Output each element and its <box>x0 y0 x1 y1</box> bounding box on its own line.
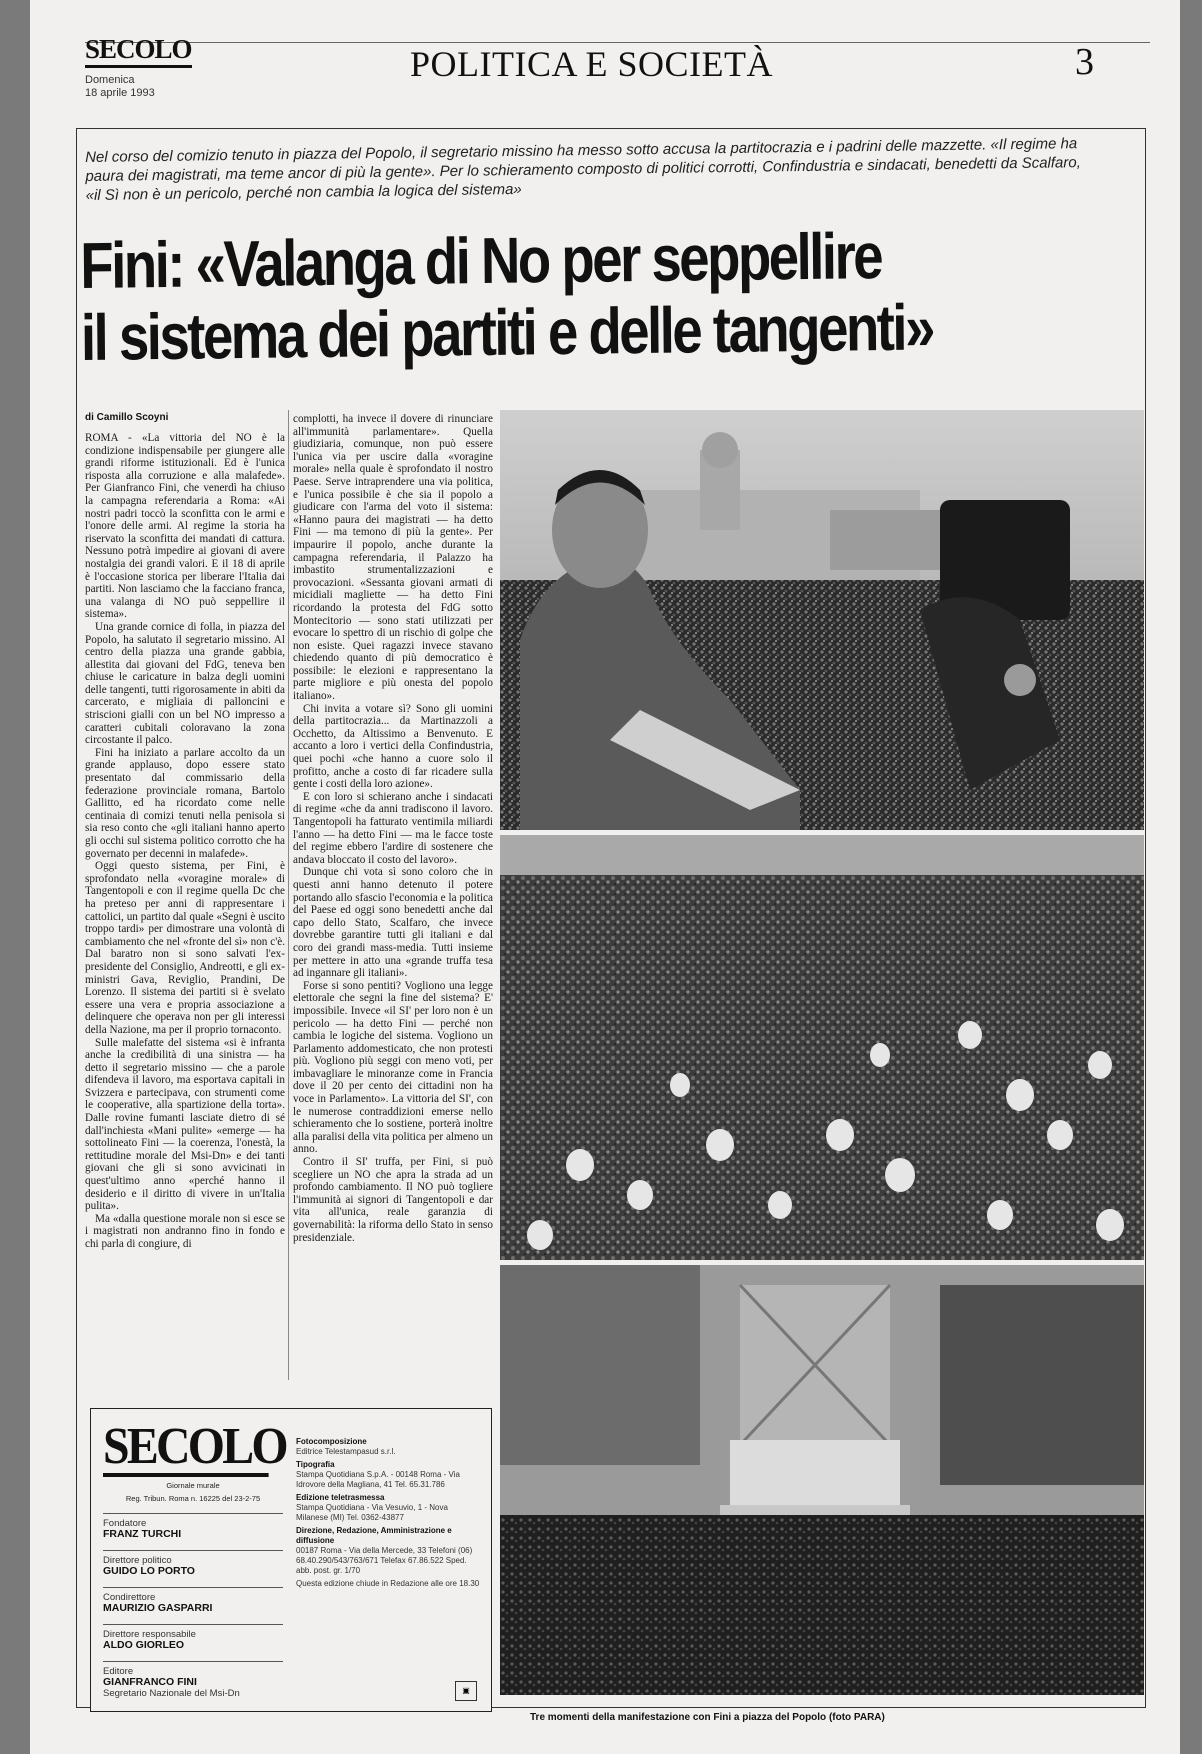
newspaper-page <box>30 0 1180 1754</box>
paragraph: Forse si sono pentiti? Vogliono una legge elettorale che segni la fine del sistema? E' impossibile. Invece «il SI' per loro non è un pericolo — ha detto Fini — perché non cambia le logiche del sistema. Vogliono un Parlamento addomesticato, che non protesti più. Vogliono più seggi con meno voti, per imbavagliare le minoranze come in Francia dove il 20 per cento dei cittadini non ha voce in Parlamento». La vittoria del SI', con le numerose contraddizioni emerse nello schieramento che lo sostiene, porterà inoltre alla paralisi della vita politica per almeno un anno. <box>293 979 493 1156</box>
credit-name: FRANZ TURCHI <box>103 1528 182 1540</box>
credit-role: Editore <box>103 1666 134 1677</box>
credit-role: Fondatore <box>103 1518 147 1529</box>
fieg-logo-icon: ▣ <box>455 1681 477 1701</box>
info-text: Stampa Quotidiana S.p.A. - 00148 Roma - Via Idrovore della Magliana, 41 Tel. 65.31.786 <box>296 1470 460 1489</box>
colophon-credits <box>103 1418 286 1699</box>
info-heading: Direzione, Redazione, Amministrazione e diffusione <box>296 1526 452 1545</box>
column-rule <box>288 410 289 1380</box>
info-text: 00187 Roma - Via della Mercede, 33 Telefoni (06) 68.40.290/543/763/671 Telefax 67.86.522 Sped. abb. post. gr. 1/70 <box>296 1546 473 1575</box>
colophon-printing-info <box>296 1434 481 1589</box>
headline-line-1: Fini: «Valanga di No per seppellire <box>79 219 882 302</box>
credit-role: Condirettore <box>103 1592 156 1603</box>
article-column-2 <box>293 413 493 1393</box>
masthead-day: Domenica <box>85 74 135 86</box>
paragraph: Fini ha iniziato a parlare accolto da un grande applauso, dopo essere stato presentato dal commissario della federazione provinciale romana, Bartolo Gallitto, ed ha ricordato come nelle centinaia di comizi tenuti nella penisola si sia reso conto che «gli italiani hanno aperto gli occhi sul sistema politico corrotto che ha governato per decenni in malafede». <box>85 746 285 860</box>
headline-line-2: il sistema dei partiti e delle tangenti» <box>80 290 934 374</box>
paragraph: E con loro si schierano anche i sindacati di regime «che da anni tradiscono il lavoro. Tangentopoli ha fatturato ventimila miliardi l'anno — ha detto Fini — ma le facce toste del regime ebbero l'ardire di sostenere che andava bloccato il costo del lavoro». <box>293 790 493 866</box>
photo-fini-speaking <box>500 410 1144 830</box>
info-heading: Fotocomposizione <box>296 1437 367 1446</box>
article-subhead: Nel corso del comizio tenuto in piazza del Popolo, il segretario missino ha messo sotto accusa la partitocrazia e i padrini delle mazzette. «Il regime ha paura dei magistrati, ma teme ancor di più la gente». Per lo schieramento composto di politici corrotti, Confindustria e sindacati, benedetti da Scalfaro, «il Sì non è un pericolo, perché non cambia la logica del sistema» <box>85 135 1081 204</box>
paragraph: Oggi questo sistema, per Fini, è sprofondato nella «voragine morale» di Tangentopoli e con il regime quella Dc che ha preteso per anni di rappresentare i cattolici, un partito dal quale «Segni è uscito troppo tardi» per dimostrare una volontà di cambiamento che nel «fronte del sì» non c'è. Dal baratro non si sono salvati l'ex-presidente del Consiglio, Andreotti, e gli ex-ministri Gava, Reviglio, Prandini, De Lorenzo. Il sistema dei partiti si è svelato essere una vera e propria associazione a delinquere che operava non per gli interessi della Nazione, ma per il proprio tornaconto. <box>85 860 285 1036</box>
colophon-registration: Reg. Tribun. Roma n. 16225 del 23-2-75 <box>125 1494 261 1503</box>
credit-name: GUIDO LO PORTO <box>103 1565 195 1577</box>
credit-founder <box>103 1513 283 1540</box>
credit-extra: Segretario Nazionale del Msi-Dn <box>103 1688 240 1699</box>
paragraph: Dunque chi vota sì sono coloro che in questi anni hanno detenuto il potere portando allo sfascio l'economia e la politica del Paese ed oggi sono benedetti anche dal capo dello Stato, Scalfaro, che invece dovrebbe garantire tutti gli italiani e dal coro dei grandi mass-media. Tutti insieme per mettere in atto una «grande truffa tesa ad ingannare gli italiani». <box>293 866 493 980</box>
info-text: Questa edizione chiude in Redazione alle ore 18.30 <box>296 1579 480 1588</box>
credit-name: MAURIZIO GASPARRI <box>103 1602 213 1614</box>
page-number: 3 <box>1075 41 1094 83</box>
credit-role: Direttore politico <box>103 1555 172 1566</box>
credit-role: Direttore responsabile <box>103 1629 196 1640</box>
article-column-1 <box>85 432 285 1392</box>
top-rule <box>85 42 1150 43</box>
paragraph: complotti, ha invece il dovere di rinunciare all'immunità parlamentare». Quella giudiziaria, comunque, non può essere l'unica via per uscire dalla «voragine morale» nella quale è sprofondato il nostro Paese. Serve intraprendere una via politica, e l'unica possibile è che sia il popolo a giudicare con l'arma del voto il sistema: «Hanno paura dei magistrati — ha detto Fini — ma temono di più la gente». Per impaurire il popolo, anche durante la campagna referendaria, il Palazzo ha imbastito strumentalizzazioni e provocazioni. «Sessanta giovani armati di micidiali magliette — ha detto Fini ricordando la protesta del FdG sotto Montecitorio — sono stati utilizzati per evocare lo spettro di un rischio di golpe che non esiste. Quei ragazzi invece stavano chiedendo quanto di più democratico è possibile: le elezioni e rappresentano la parte migliore e più onesta del popolo italiano». <box>293 413 493 703</box>
photo-crowd-balloons <box>500 835 1144 1260</box>
paragraph: Ma «dalla questione morale non si esce se i magistrati non andranno fino in fondo e chi parla di congiure, di <box>85 1212 285 1250</box>
section-title: POLITICA E SOCIETÀ <box>410 44 773 84</box>
paragraph: Sulle malefatte del sistema «si è infranta anche la credibilità di una sinistra — ha detto il segretario missino — che a parole difendeva il lavoro, ma esportava capitali in Svizzera e partecipava, con strumenti come le cooperative, alla spartizione della torta». Dalle rovine fumanti lasciate dietro di sé dall'inchiesta «Mani pulite» «emerge — ha sottolineato Fini — la coerenza, l'onestà, la rettitudine morale del Msi-Dn» e dei tanti giovani che gli si sono avvicinati in quest'ultimo anno «perché hanno il desiderio e il diritto di vivere in un'Italia pulita». <box>85 1036 285 1213</box>
paragraph: ROMA - «La vittoria del NO è la condizione indispensabile per giungere alle grandi riforme istituzionali. Ed è l'unica risposta alla corruzione e alla malafede». Per Gianfranco Fini, che venerdì ha chiuso la campagna referendaria a Roma: «Ai nostri padri toccò la sconfitta con le armi e l'onore delle armi. Al regime la storia ha riservato la sconfitta dei mandati di cattura. Nessuno potrà impedire ai giovani di avere nostalgia dei grandi valori. E il 18 di aprile è l'occasione storica per liberare l'Italia dai partiti. Non lasciamo che la facciano franca, una valanga di NO può seppellire il sistema». <box>85 432 285 621</box>
paragraph: Chi invita a votare sì? Sono gli uomini della partitocrazia... da Martinazzoli a Occhetto, da Altissimo a Benvenuto. E accanto a loro i vertici della Confindustria, quei pochi «che hanno a cuore solo il profitto, anche a costo di far ricadere sulla gente i costi della loro azione». <box>293 702 493 791</box>
info-heading: Tipografia <box>296 1460 335 1469</box>
info-heading: Edizione teletrasmessa <box>296 1493 385 1502</box>
masthead-date <box>85 74 155 100</box>
info-text: Editrice Telestampasud s.r.l. <box>296 1447 396 1456</box>
colophon-box <box>90 1408 492 1712</box>
colophon-subtitle: Giornale murale <box>166 1481 220 1490</box>
paragraph: Contro il SI' truffa, per Fini, si può scegliere un NO che apra la strada ad un profondo cambiamento. Il NO può togliere l'immunità ai signori di Tangentopoli e dar vita all'unica, reale garanzia di governabilità: la riforma dello Stato in senso presidenziale. <box>293 1156 493 1244</box>
credit-political-director <box>103 1550 283 1577</box>
masthead-logo: SECOLO <box>85 36 192 68</box>
photo-caption: Tre momenti della manifestazione con Fini a piazza del Popolo (foto PARA) <box>530 1712 885 1723</box>
photo-stage-crowd <box>500 1265 1144 1695</box>
article-headline <box>80 219 972 374</box>
credit-name: GIANFRANCO FINI <box>103 1676 197 1688</box>
credit-name: ALDO GIORLEO <box>103 1639 185 1651</box>
paragraph: Una grande cornice di folla, in piazza del Popolo, ha salutato il segretario missino. Al centro della piazza una grande gabbia, allestita dai giovani del FdG, teneva ben chiuse le caricature in balza degli uomini delle tangenti, tutti rigorosamente in abiti da carcerato, e migliaia di palloncini e striscioni gialli con un bel NO impresso a caratteri cubitali coloravano la zona circostante il palco. <box>85 620 285 747</box>
byline: di Camillo Scoyni <box>85 412 169 423</box>
credit-responsible-director <box>103 1624 283 1651</box>
info-text: Stampa Quotidiana - Via Vesuvio, 1 - Nova Milanese (MI) Tel. 0362-43877 <box>296 1503 448 1522</box>
credit-co-director <box>103 1587 283 1614</box>
masthead-full-date: 18 aprile 1993 <box>85 87 155 99</box>
credit-publisher <box>103 1661 283 1699</box>
colophon-logo: SECOLO <box>103 1418 286 1475</box>
